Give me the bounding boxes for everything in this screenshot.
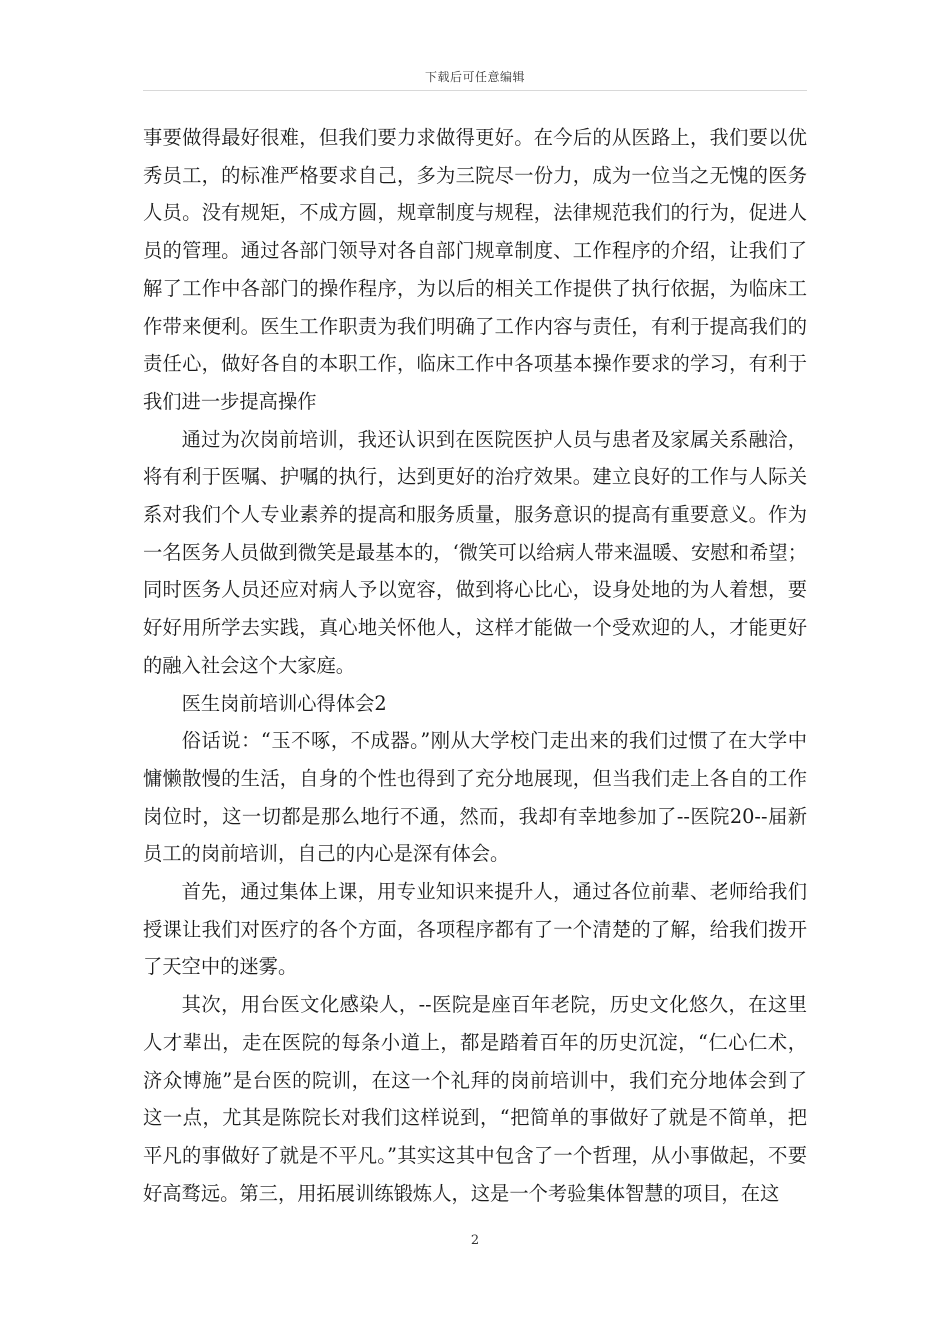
paragraph-2: 通过为次岗前培训，我还认识到在医院医护人员与患者及家属关系融洽，将有利于医嘱、护嘱的执行，达到更好的治疗效果。建立良好的工作与人际关系对我们个人专业素养的提高和服务质量，服务意识的提高有重要意义。作为一名医务人员做到微笑是最基本的，‘微笑可以给病人带来温暖、安慰和希望；同时医务人员还应对病人予以宽容，做到将心比心，设身处地的为人着想，要好好用所学去实践，真心地关怀他人，这样才能做一个受欢迎的人，才能更好的融入社会这个大家庭。: [143, 427, 807, 677]
paragraph-3: 俗话说：“玉不啄，不成器。”刚从大学校门走出来的我们过惯了在大学中慵懒散慢的生活，自身的个性也得到了充分地展现，但当我们走上各自的工作岗位时，这一切都是那么地行不通，然而，我却有幸地参加了--医院20--届新员工的岗前培训，自己的内心是深有体会。: [143, 729, 807, 866]
header-divider: [143, 90, 807, 91]
paragraph-5: 其次，用台医文化感染人，--医院是座百年老院，历史文化悠久，在这里人才辈出，走在医院的每条小道上，都是踏着百年的历史沉淀，“仁心仁术，济众博施”是台医的院训，在这一个礼拜的岗前培训中，我们充分地体会到了这一点，尤其是陈院长对我们这样说到，“把简单的事做好了就是不简单，把平凡的事做好了就是不平凡。”其实这其中包含了一个哲理，从小事做起，不要好高骛远。第三，用拓展训练锻炼人，这是一个考验集体智慧的项目，在这: [143, 993, 807, 1205]
document-body: [143, 119, 807, 1212]
section-heading: 医生岗前培训心得体会2: [181, 691, 387, 715]
paragraph-4: 首先，通过集体上课，用专业知识来提升人，通过各位前辈、老师给我们授课让我们对医疗的各个方面，各项程序都有了一个清楚的了解，给我们拨开了天空中的迷雾。: [143, 880, 807, 979]
page-header: 下载后可任意编辑: [424, 70, 525, 84]
page-number: 2: [470, 1233, 480, 1248]
paragraph-1: 事要做得最好很难，但我们要力求做得更好。在今后的从医路上，我们要以优秀员工，的标准严格要求自己，多为三院尽一份力，成为一位当之无愧的医务人员。没有规矩，不成方圆，规章制度与规程，法律规范我们的行为，促进人员的管理。通过各部门领导对各自部门规章制度、工作程序的介绍，让我们了解了工作中各部门的操作程序，为以后的相关工作提供了执行依据，为临床工作带来便利。医生工作职责为我们明确了工作内容与责任，有利于提高我们的责任心，做好各自的本职工作，临床工作中各项基本操作要求的学习，有利于我们进一步提高操作: [143, 126, 807, 413]
